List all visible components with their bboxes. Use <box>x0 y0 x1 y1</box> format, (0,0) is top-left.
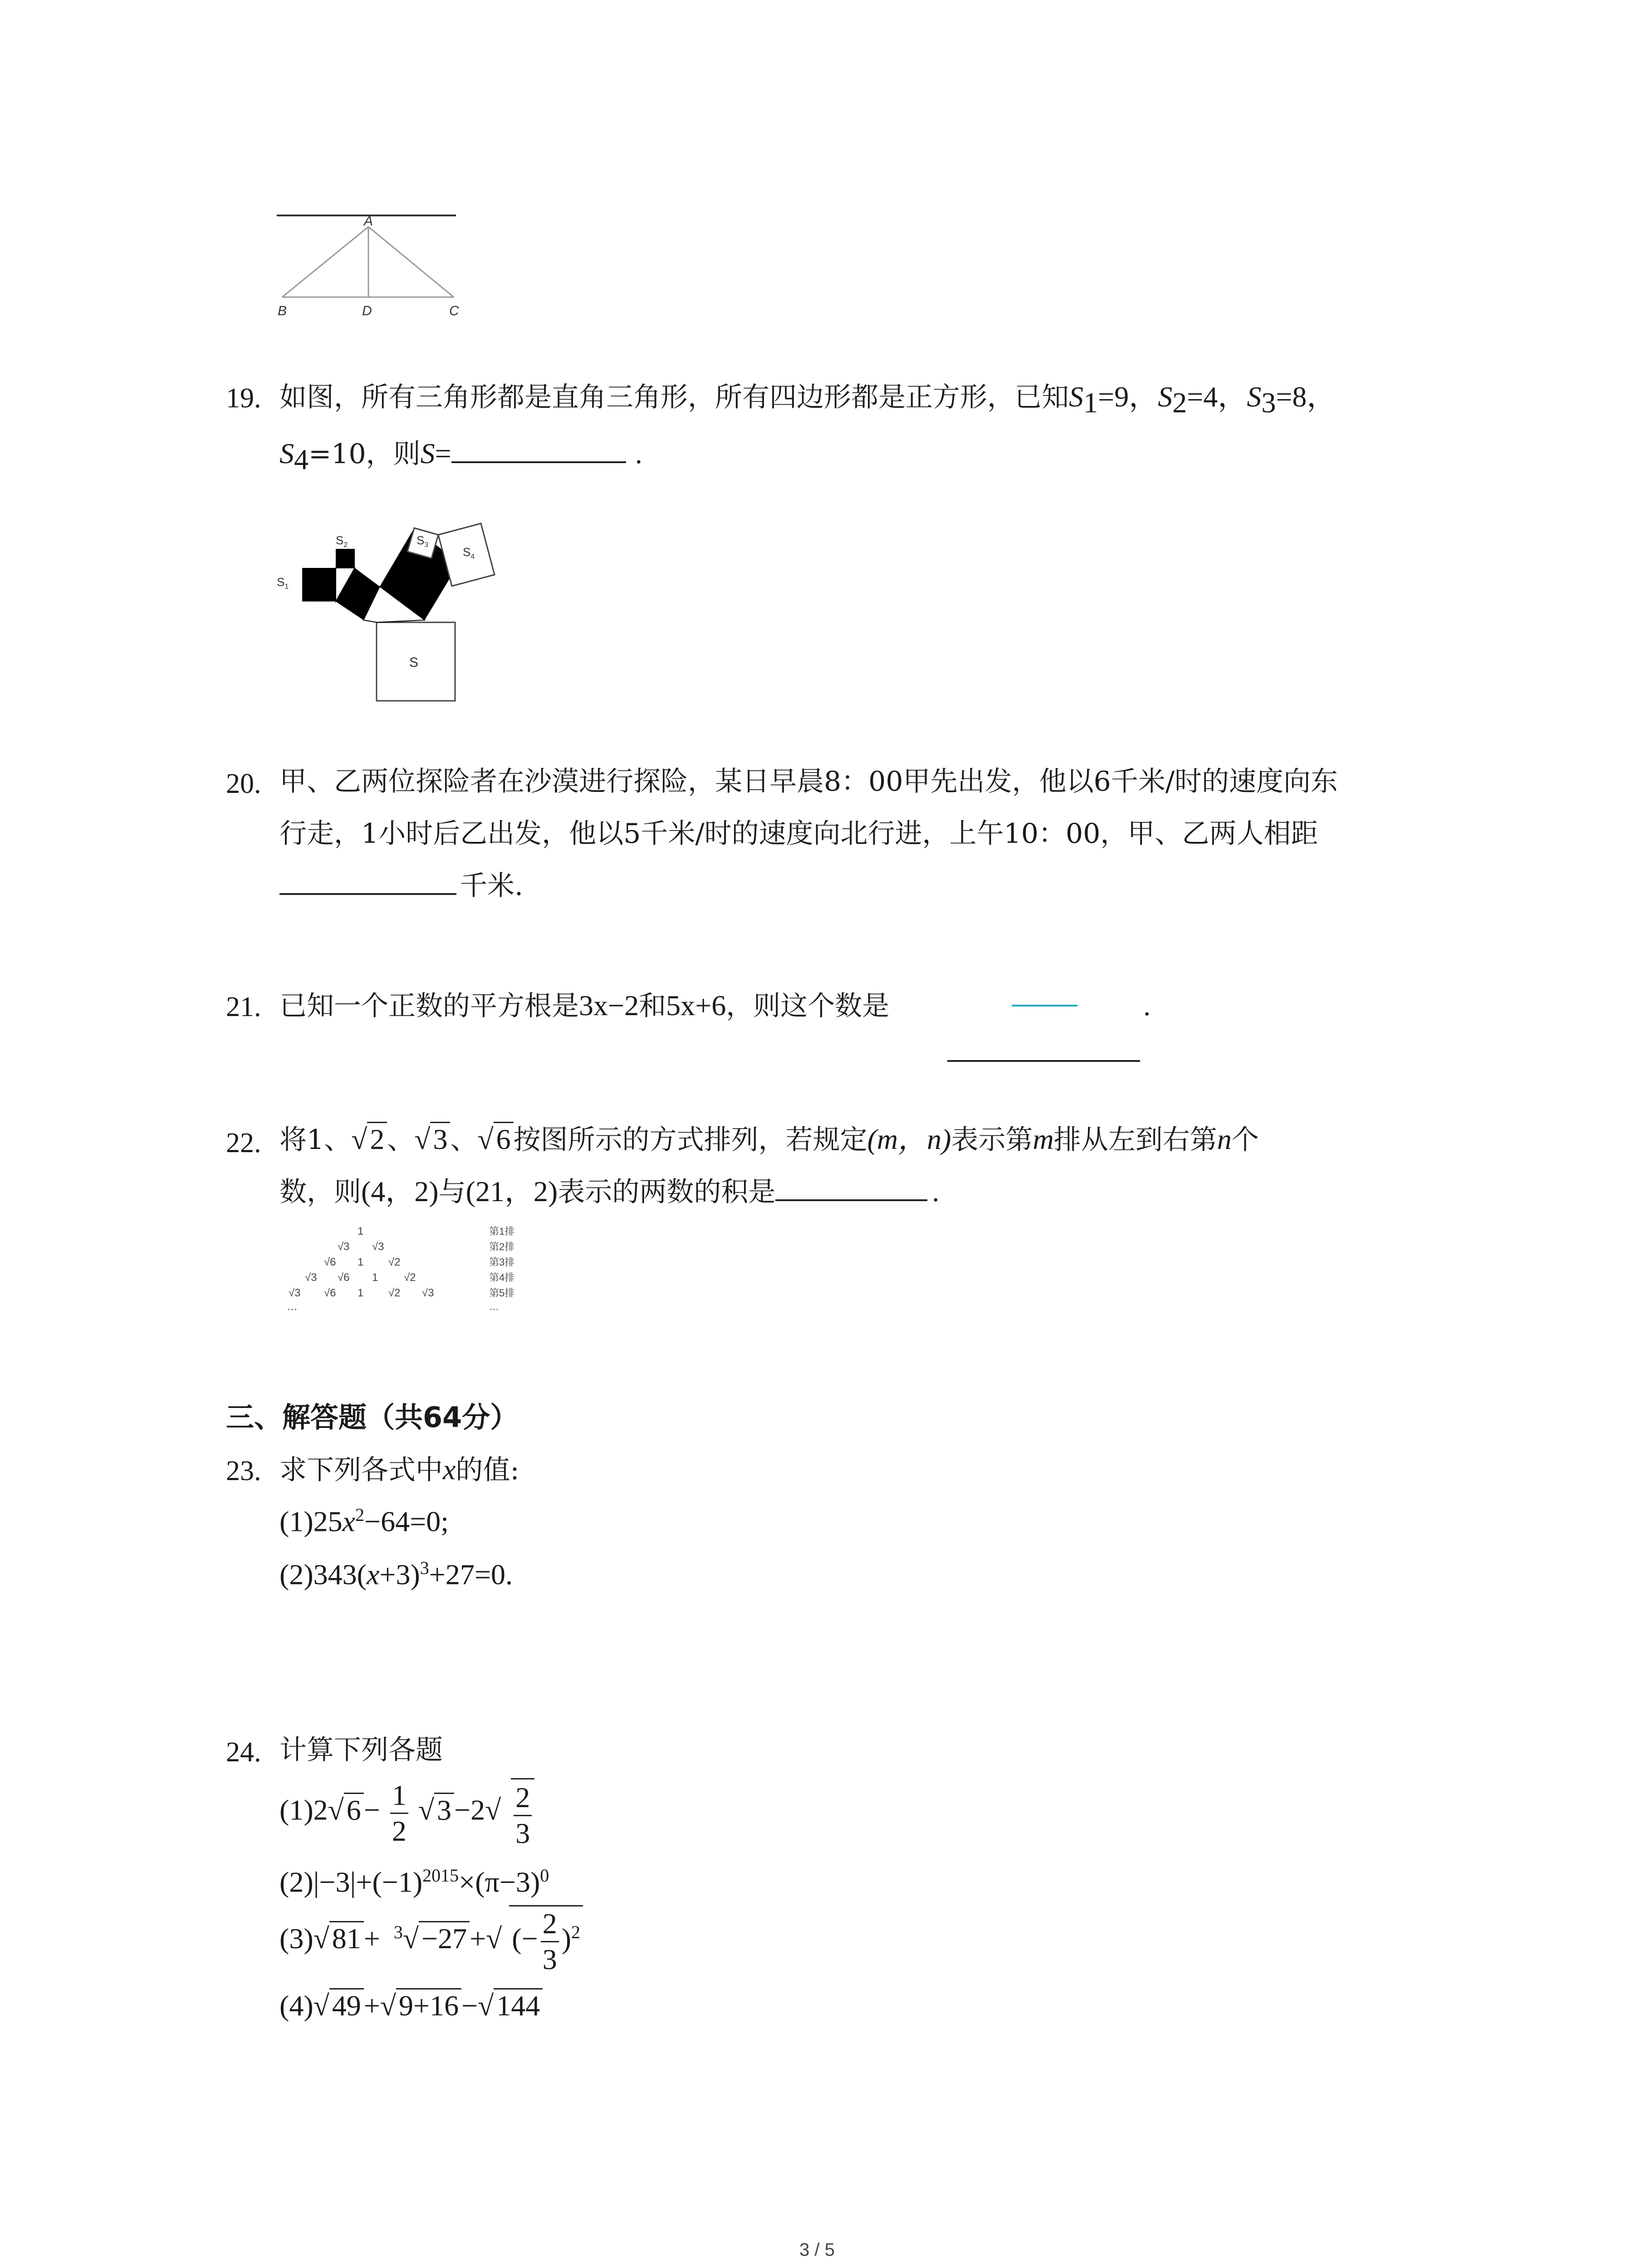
q20-line3: 千米. <box>279 872 523 899</box>
q21-accent-line <box>1012 1005 1078 1007</box>
q20-line1: 甲、乙两位探险者在沙漠进行探险，某日早晨8：00甲先出发，他以6千米/时的速度向东 <box>279 766 1338 797</box>
q23-part2: $(2)343(x+3)^3+27=0$. <box>279 1558 513 1591</box>
label-b: B <box>278 303 287 318</box>
svg-text:√2: √2 <box>404 1271 416 1284</box>
q22-line1: 将1、√2 、√3 、√6 按图所示的方式排列，若规定(m，n)表示第m排从左到右第n个 <box>279 1125 1259 1154</box>
svg-text:√3: √3 <box>305 1271 317 1284</box>
q23-part1: $(1)25x^2-64=0$; <box>279 1505 449 1538</box>
row-label-1: 第1排 <box>489 1226 515 1237</box>
squares-figure <box>272 481 590 717</box>
row-label-5: 第5排 <box>489 1287 515 1299</box>
q19-line2: $S_4=10$，则S= . <box>279 437 642 475</box>
svg-text:1: 1 <box>358 1256 364 1268</box>
question-number-22: 22. <box>226 1128 261 1158</box>
svg-text:√6: √6 <box>324 1287 336 1299</box>
question-number-19: 19. <box>226 383 261 414</box>
answer-blank-20[interactable] <box>279 890 456 895</box>
label-s3: $S_3$ <box>416 533 429 549</box>
label-s1: $S_1$ <box>277 575 289 591</box>
svg-text:√6: √6 <box>324 1256 336 1268</box>
question-number-24: 24. <box>226 1737 261 1768</box>
q24-part4: (4)√49+√9+16−√144 <box>279 1991 543 2020</box>
label-d: D <box>362 303 372 318</box>
q24-line: 计算下列各题 <box>279 1734 443 1766</box>
row-label-3: 第3排 <box>489 1256 515 1268</box>
row-label-2: 第2排 <box>489 1241 515 1252</box>
svg-text:√3: √3 <box>289 1287 301 1299</box>
svg-text:√2: √2 <box>388 1256 401 1268</box>
label-s2: $S_2$ <box>336 533 348 549</box>
row-label-4: 第4排 <box>489 1272 515 1283</box>
number-arrangement-figure <box>277 1225 558 1338</box>
q19-line1: 如图，所有三角形都是直角三角形，所有四边形都是正方形，已知$S_1=9$，$S_2=4$，$S_3=8$， <box>279 381 1336 419</box>
q24-part1: (1)2√6− $\frac{1}{2}$ √3−2√ $\frac{2}{3}$ <box>279 1778 537 1848</box>
section-title: 三、解答题（共64分） <box>226 1401 519 1434</box>
q24-part2: $(2)|-3|+(-1)^{2015}\times(\pi-3)^0$ <box>279 1865 549 1898</box>
label-s: S <box>409 655 419 670</box>
svg-text:1: 1 <box>358 1225 364 1237</box>
label-s4: $S_4$ <box>463 545 475 561</box>
q22-line2: 数，则(4，2)与(21，2)表示的两数的积是 . <box>279 1175 940 1208</box>
question-number-23: 23. <box>226 1456 261 1486</box>
triangle-figure <box>272 206 463 324</box>
svg-text:√3: √3 <box>338 1241 350 1253</box>
label-c: C <box>449 303 459 318</box>
svg-text:…: … <box>489 1301 499 1312</box>
svg-text:1: 1 <box>358 1287 364 1299</box>
answer-blank-19[interactable] <box>451 458 626 463</box>
label-a: A <box>364 214 373 229</box>
q24-part3: (3)√81+ $^3$√−27+√ (− $\frac{2}{3}$ )$^2$ <box>279 1905 583 1974</box>
answer-blank-22[interactable] <box>775 1196 927 1201</box>
q21-line: 已知一个正数的平方根是3x−2和5x+6，则这个数是 <box>279 989 890 1022</box>
svg-text:√3: √3 <box>372 1241 384 1253</box>
svg-text:1: 1 <box>372 1271 378 1284</box>
q23-line: 求下列各式中x的值: <box>279 1453 519 1486</box>
question-number-21: 21. <box>226 992 261 1022</box>
answer-blank-21[interactable] <box>947 1060 1140 1062</box>
q21-period: . <box>1143 989 1151 1022</box>
page-number: 3 / 5 <box>799 2240 835 2260</box>
q20-line2: 行走，1小时后乙出发，他以5千米/时的速度向北行进，上午10：00，甲、乙两人相距 <box>279 818 1318 850</box>
svg-text:√3: √3 <box>422 1287 434 1299</box>
question-number-20: 20. <box>226 768 261 799</box>
svg-text:√6: √6 <box>338 1271 350 1284</box>
svg-text:…: … <box>287 1300 298 1313</box>
svg-text:√2: √2 <box>388 1287 401 1299</box>
